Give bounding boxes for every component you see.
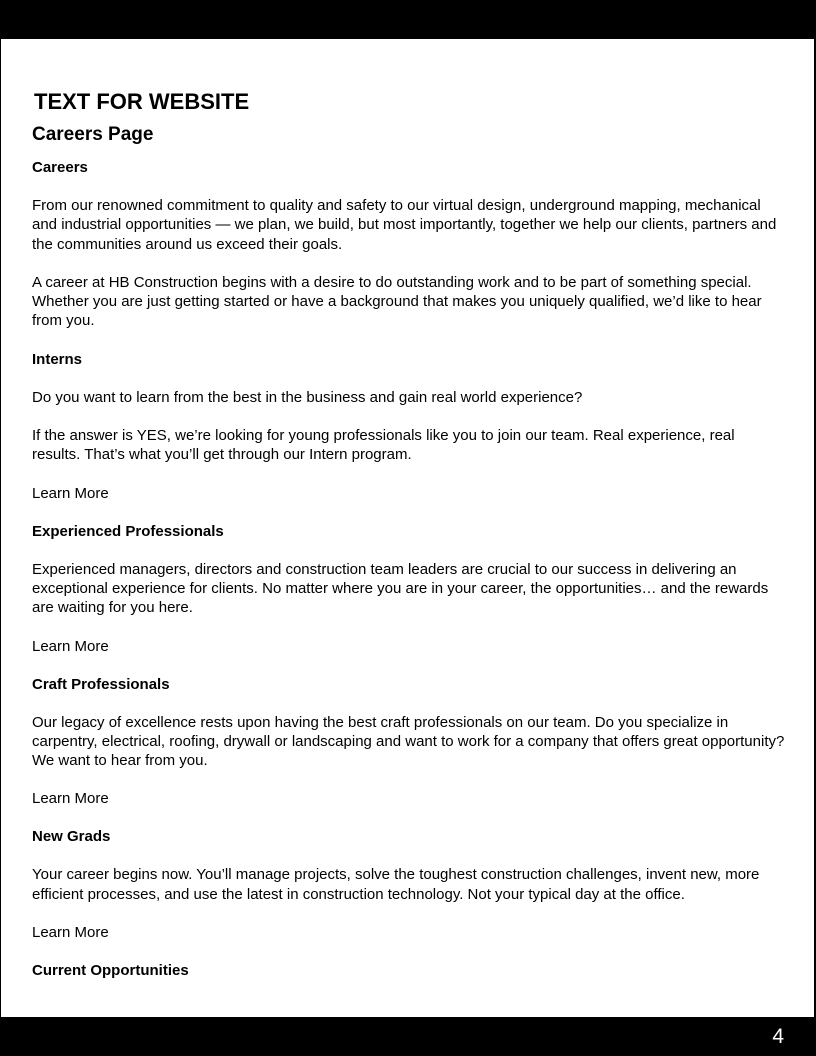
craft-learn-more: Learn More [32, 790, 109, 808]
section-heading-careers: Careers [32, 159, 88, 176]
experienced-paragraph-1: Experienced managers, directors and construction team leaders are crucial to our success in delivering an exceptional experience for clients. No matter where you are in your career, the opportunities… and the rewards are waiting for you here. [32, 560, 769, 617]
section-heading-new-grads: New Grads [32, 828, 111, 846]
section-heading-current-opportunities: Current Opportunities [32, 962, 189, 980]
interns-paragraph-1: Do you want to learn from the best in the business and gain real world experience? [32, 388, 583, 406]
careers-paragraph-2: A career at HB Construction begins with a desire to do outstanding work and to be part of something special. Whether you are just getting started or have a background that makes you uniquely qualified, we’d like to hear from you. [32, 273, 762, 330]
experienced-learn-more: Learn More [32, 637, 109, 655]
careers-paragraph-1: From our renowned commitment to quality and safety to our virtual design, underground mapping, mechanical and industrial opportunities — we plan, we build, but most importantly, together we help our clients, partners and the communities around us exceed their goals. [32, 197, 777, 253]
page-heading: Careers Page [32, 124, 154, 145]
section-heading-experienced: Experienced Professionals [32, 522, 224, 540]
section-heading-craft: Craft Professionals [32, 675, 170, 693]
new-grads-paragraph-1: Your career begins now. You’ll manage projects, solve the toughest construction challenges, invent new, more efficient processes, and use the latest in construction technology. Not your typical day at the office. [32, 866, 760, 903]
craft-paragraph-1: Our legacy of excellence rests upon having the best craft professionals on our team. Do you specialize in carpentry, electrical, roofing, drywall or landscaping and want to work for a company that offers great opportunity? We want to hear from you. [32, 713, 785, 770]
document-page [1, 39, 814, 1017]
page-content [32, 89, 787, 999]
document-title: TEXT FOR WEBSITE [34, 89, 250, 114]
new-grads-learn-more: Learn More [32, 924, 109, 942]
interns-learn-more: Learn More [32, 484, 109, 502]
top-black-bar [0, 0, 816, 39]
interns-paragraph-2: If the answer is YES, we’re looking for young professionals like you to join our team. Real experience, real results. That’s what you’ll get through our Intern program. [32, 427, 735, 464]
section-heading-interns: Interns [32, 350, 83, 368]
page-number: 4 [772, 1025, 784, 1048]
bottom-black-bar [0, 1017, 816, 1056]
